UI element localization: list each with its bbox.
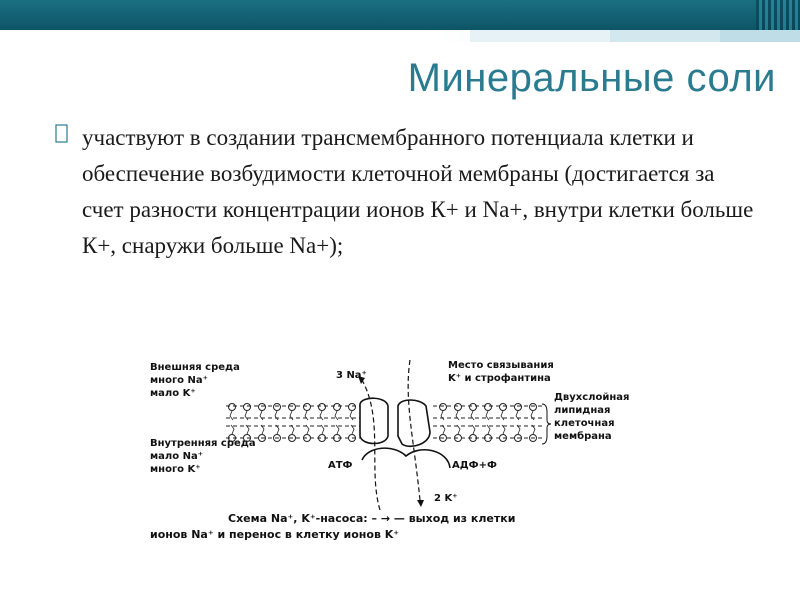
bullet-box-icon [55, 124, 68, 143]
membrane-brace-icon [542, 404, 551, 444]
title-bar-decoration [0, 0, 800, 30]
membrane-label-line4: мембрана [554, 431, 612, 442]
bullet-item [56, 120, 756, 264]
membrane-label-line3: клеточная [554, 418, 615, 429]
accent-step-3 [720, 30, 800, 42]
na-k-pump-diagram [148, 360, 648, 550]
membrane-label-line2: липидная [554, 405, 611, 416]
inner-env-line2: много K⁺ [150, 464, 201, 475]
membrane-label-line1: Двухслойная [554, 392, 630, 403]
bullet-text: участвуют в создании трансмембранного потенциала клетки и обеспечение возбудимости клеточной мембраны (достигается за счет разности концентрации ионов К+ и Na+, внутри клетки больше К+, снаружи больше Na+); [82, 125, 754, 258]
outer-env-title: Внешняя среда [150, 362, 240, 373]
outer-env-line2: мало K⁺ [150, 388, 196, 399]
k-arrow-head-icon [417, 500, 424, 507]
accent-step-1 [470, 30, 610, 42]
diagram-caption-line1: Схема Na⁺, K⁺-насоса: – → — выход из клетки [228, 512, 516, 525]
outer-env-line1: много Na⁺ [150, 375, 208, 386]
stripe-decoration [756, 0, 800, 30]
diagram-caption-line2: ионов Na⁺ и перенос в клетку ионов K⁺ [150, 528, 400, 541]
accent-step-2 [610, 30, 720, 42]
k-ion-label: 2 K⁺ [434, 493, 458, 504]
na-ion-label: 3 Na⁺ [336, 370, 367, 381]
binding-site-line2: K⁺ и строфантина [448, 373, 551, 384]
atp-label: АТФ [328, 460, 353, 471]
pump-protein [360, 398, 450, 468]
slide-title: Минеральные соли [407, 56, 776, 100]
inner-env-title: Внутренняя среда [150, 438, 256, 449]
inner-env-line1: мало Na⁺ [150, 451, 203, 462]
adp-label: АДФ+Ф [452, 460, 497, 471]
binding-site-line1: Место связывания [448, 360, 554, 371]
